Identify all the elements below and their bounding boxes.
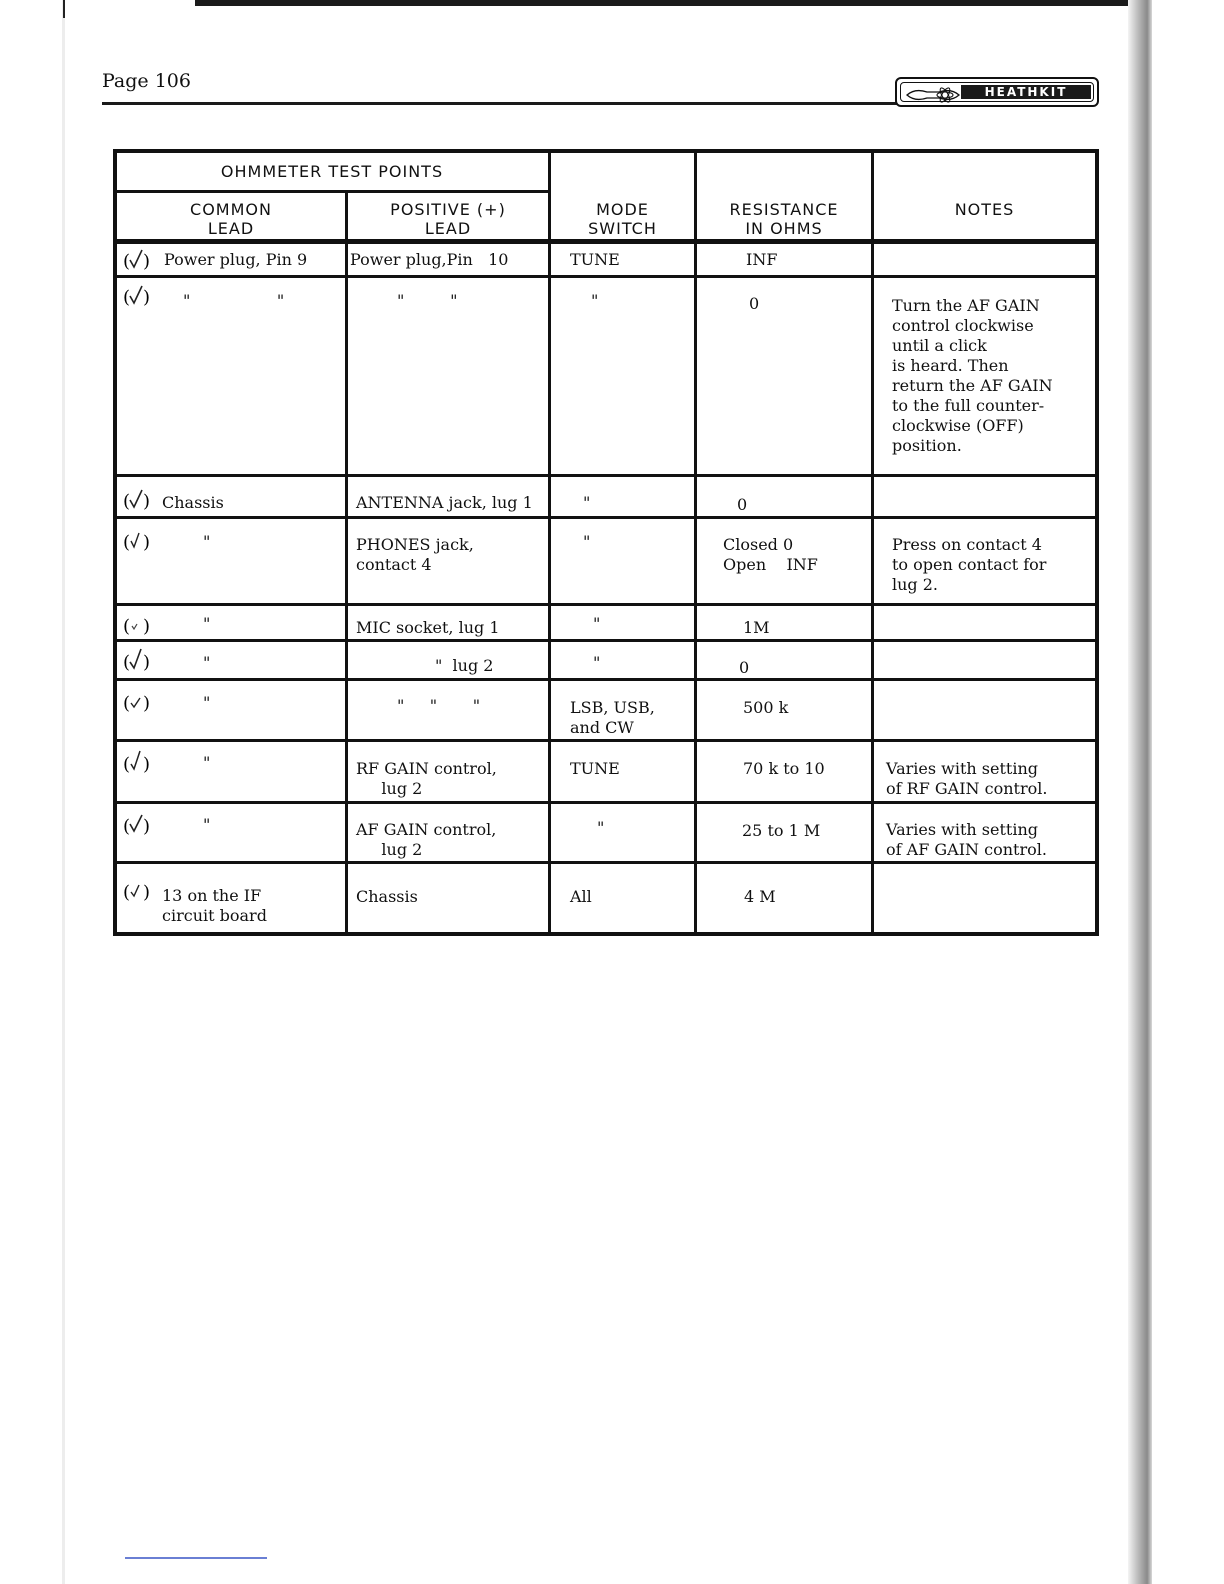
svg-text:(: ( — [123, 693, 131, 714]
cell-mode: All — [570, 887, 592, 906]
checkbox-checked[interactable] — [123, 813, 149, 839]
svg-text:): ) — [143, 882, 151, 903]
svg-text:(: ( — [123, 491, 131, 512]
cell-mode: " — [593, 653, 601, 672]
cell-resistance: Closed 0 Open INF — [723, 535, 818, 574]
group-header: OHMMETER TEST POINTS — [220, 162, 444, 181]
svg-text:): ) — [143, 491, 151, 512]
svg-text:(: ( — [123, 652, 131, 673]
svg-text:(: ( — [123, 816, 131, 837]
cell-mode: TUNE — [570, 250, 620, 269]
logo-frame — [900, 82, 1094, 102]
scan-mark — [63, 0, 65, 18]
cell-positive: " lug 2 — [435, 656, 494, 675]
ohmmeter-test-table — [113, 149, 1099, 936]
svg-text:(: ( — [123, 882, 131, 903]
svg-text:): ) — [143, 816, 151, 837]
cell-positive: MIC socket, lug 1 — [356, 618, 500, 637]
cell-notes: Press on contact 4 to open contact for lug 2. — [892, 535, 1047, 594]
cell-notes: Turn the AF GAIN control clockwise until a click is heard. Then return the AF GAIN to the full counter- clockwise (OFF) position. — [892, 296, 1053, 455]
cell-resistance: INF — [746, 250, 778, 269]
col-resistance-header: RESISTANCE IN OHMS — [729, 200, 839, 238]
cell-mode: " — [591, 291, 599, 310]
cell-mode: " — [583, 493, 591, 512]
cell-mode: LSB, USB, and CW — [570, 698, 655, 737]
svg-text:(: ( — [123, 532, 131, 553]
scan-right-edge — [1128, 0, 1152, 1584]
cell-resistance: 70 k to 10 — [743, 759, 825, 778]
checkbox-checked[interactable] — [123, 690, 149, 716]
cell-resistance: 0 — [749, 294, 760, 313]
cell-common: " — [203, 753, 211, 772]
cell-common: " — [203, 693, 211, 712]
cell-mode: " — [597, 818, 605, 837]
svg-text:): ) — [143, 616, 151, 637]
col-common-header: COMMON LEAD — [190, 200, 272, 238]
footer-link-underline — [125, 1557, 267, 1559]
checkbox-checked[interactable] — [123, 751, 149, 777]
checkbox-checked[interactable] — [123, 879, 149, 905]
cell-common: " — [203, 532, 211, 551]
scan-left-edge — [62, 0, 65, 1584]
cell-common: 13 on the IF circuit board — [162, 886, 267, 925]
logo-text: HEATHKIT — [961, 85, 1091, 99]
cell-common: Chassis — [162, 493, 224, 512]
checkbox-checked[interactable] — [123, 488, 149, 514]
svg-text:): ) — [143, 287, 151, 308]
cell-positive: PHONES jack, contact 4 — [356, 535, 474, 574]
svg-text:): ) — [143, 652, 151, 673]
col-notes-header: NOTES — [954, 200, 1015, 219]
svg-text:(: ( — [123, 754, 131, 775]
cell-resistance: 4 M — [744, 887, 776, 906]
cell-common: " — [203, 614, 211, 633]
cell-resistance: 25 to 1 M — [742, 821, 821, 840]
cell-positive: " " — [397, 291, 458, 310]
svg-text:): ) — [143, 532, 151, 553]
cell-positive: AF GAIN control, lug 2 — [356, 820, 497, 859]
svg-text:): ) — [143, 754, 151, 775]
checkbox-checked[interactable] — [123, 649, 149, 675]
scan-top-edge — [195, 0, 1150, 6]
cell-common: " — [203, 815, 211, 834]
cell-notes: Varies with setting of RF GAIN control. — [886, 759, 1048, 798]
page-number: Page 106 — [102, 70, 191, 92]
cell-notes: Varies with setting of AF GAIN control. — [886, 820, 1047, 859]
cell-resistance: 1M — [743, 618, 770, 637]
cell-positive: RF GAIN control, lug 2 — [356, 759, 497, 798]
checkbox-checked[interactable] — [123, 613, 149, 639]
cell-mode: TUNE — [570, 759, 620, 778]
heathkit-logo — [895, 77, 1099, 107]
checkbox-checked[interactable] — [123, 248, 149, 274]
svg-text:): ) — [143, 693, 151, 714]
checkbox-checked[interactable] — [123, 529, 149, 555]
col-positive-header: POSITIVE (+) LEAD — [390, 200, 506, 238]
col-mode-header: MODE SWITCH — [588, 200, 657, 238]
svg-text:): ) — [143, 251, 151, 272]
cell-mode: " — [583, 532, 591, 551]
cell-resistance: 0 — [737, 495, 748, 514]
cell-resistance: 500 k — [743, 698, 789, 717]
cell-positive: Chassis — [356, 887, 418, 906]
cell-common: " " — [183, 291, 285, 310]
cell-positive: " " " — [397, 696, 481, 715]
cell-positive: ANTENNA jack, lug 1 — [356, 493, 533, 512]
cell-common: Power plug, Pin 9 — [164, 250, 308, 269]
svg-text:(: ( — [123, 251, 131, 272]
svg-text:(: ( — [123, 287, 131, 308]
checkbox-checked[interactable] — [123, 284, 149, 310]
atom-icon — [905, 86, 961, 104]
cell-common: " — [203, 653, 211, 672]
cell-positive: Power plug,Pin 10 — [350, 250, 509, 269]
cell-mode: " — [593, 614, 601, 633]
svg-text:(: ( — [123, 616, 131, 637]
cell-resistance: 0 — [739, 658, 750, 677]
